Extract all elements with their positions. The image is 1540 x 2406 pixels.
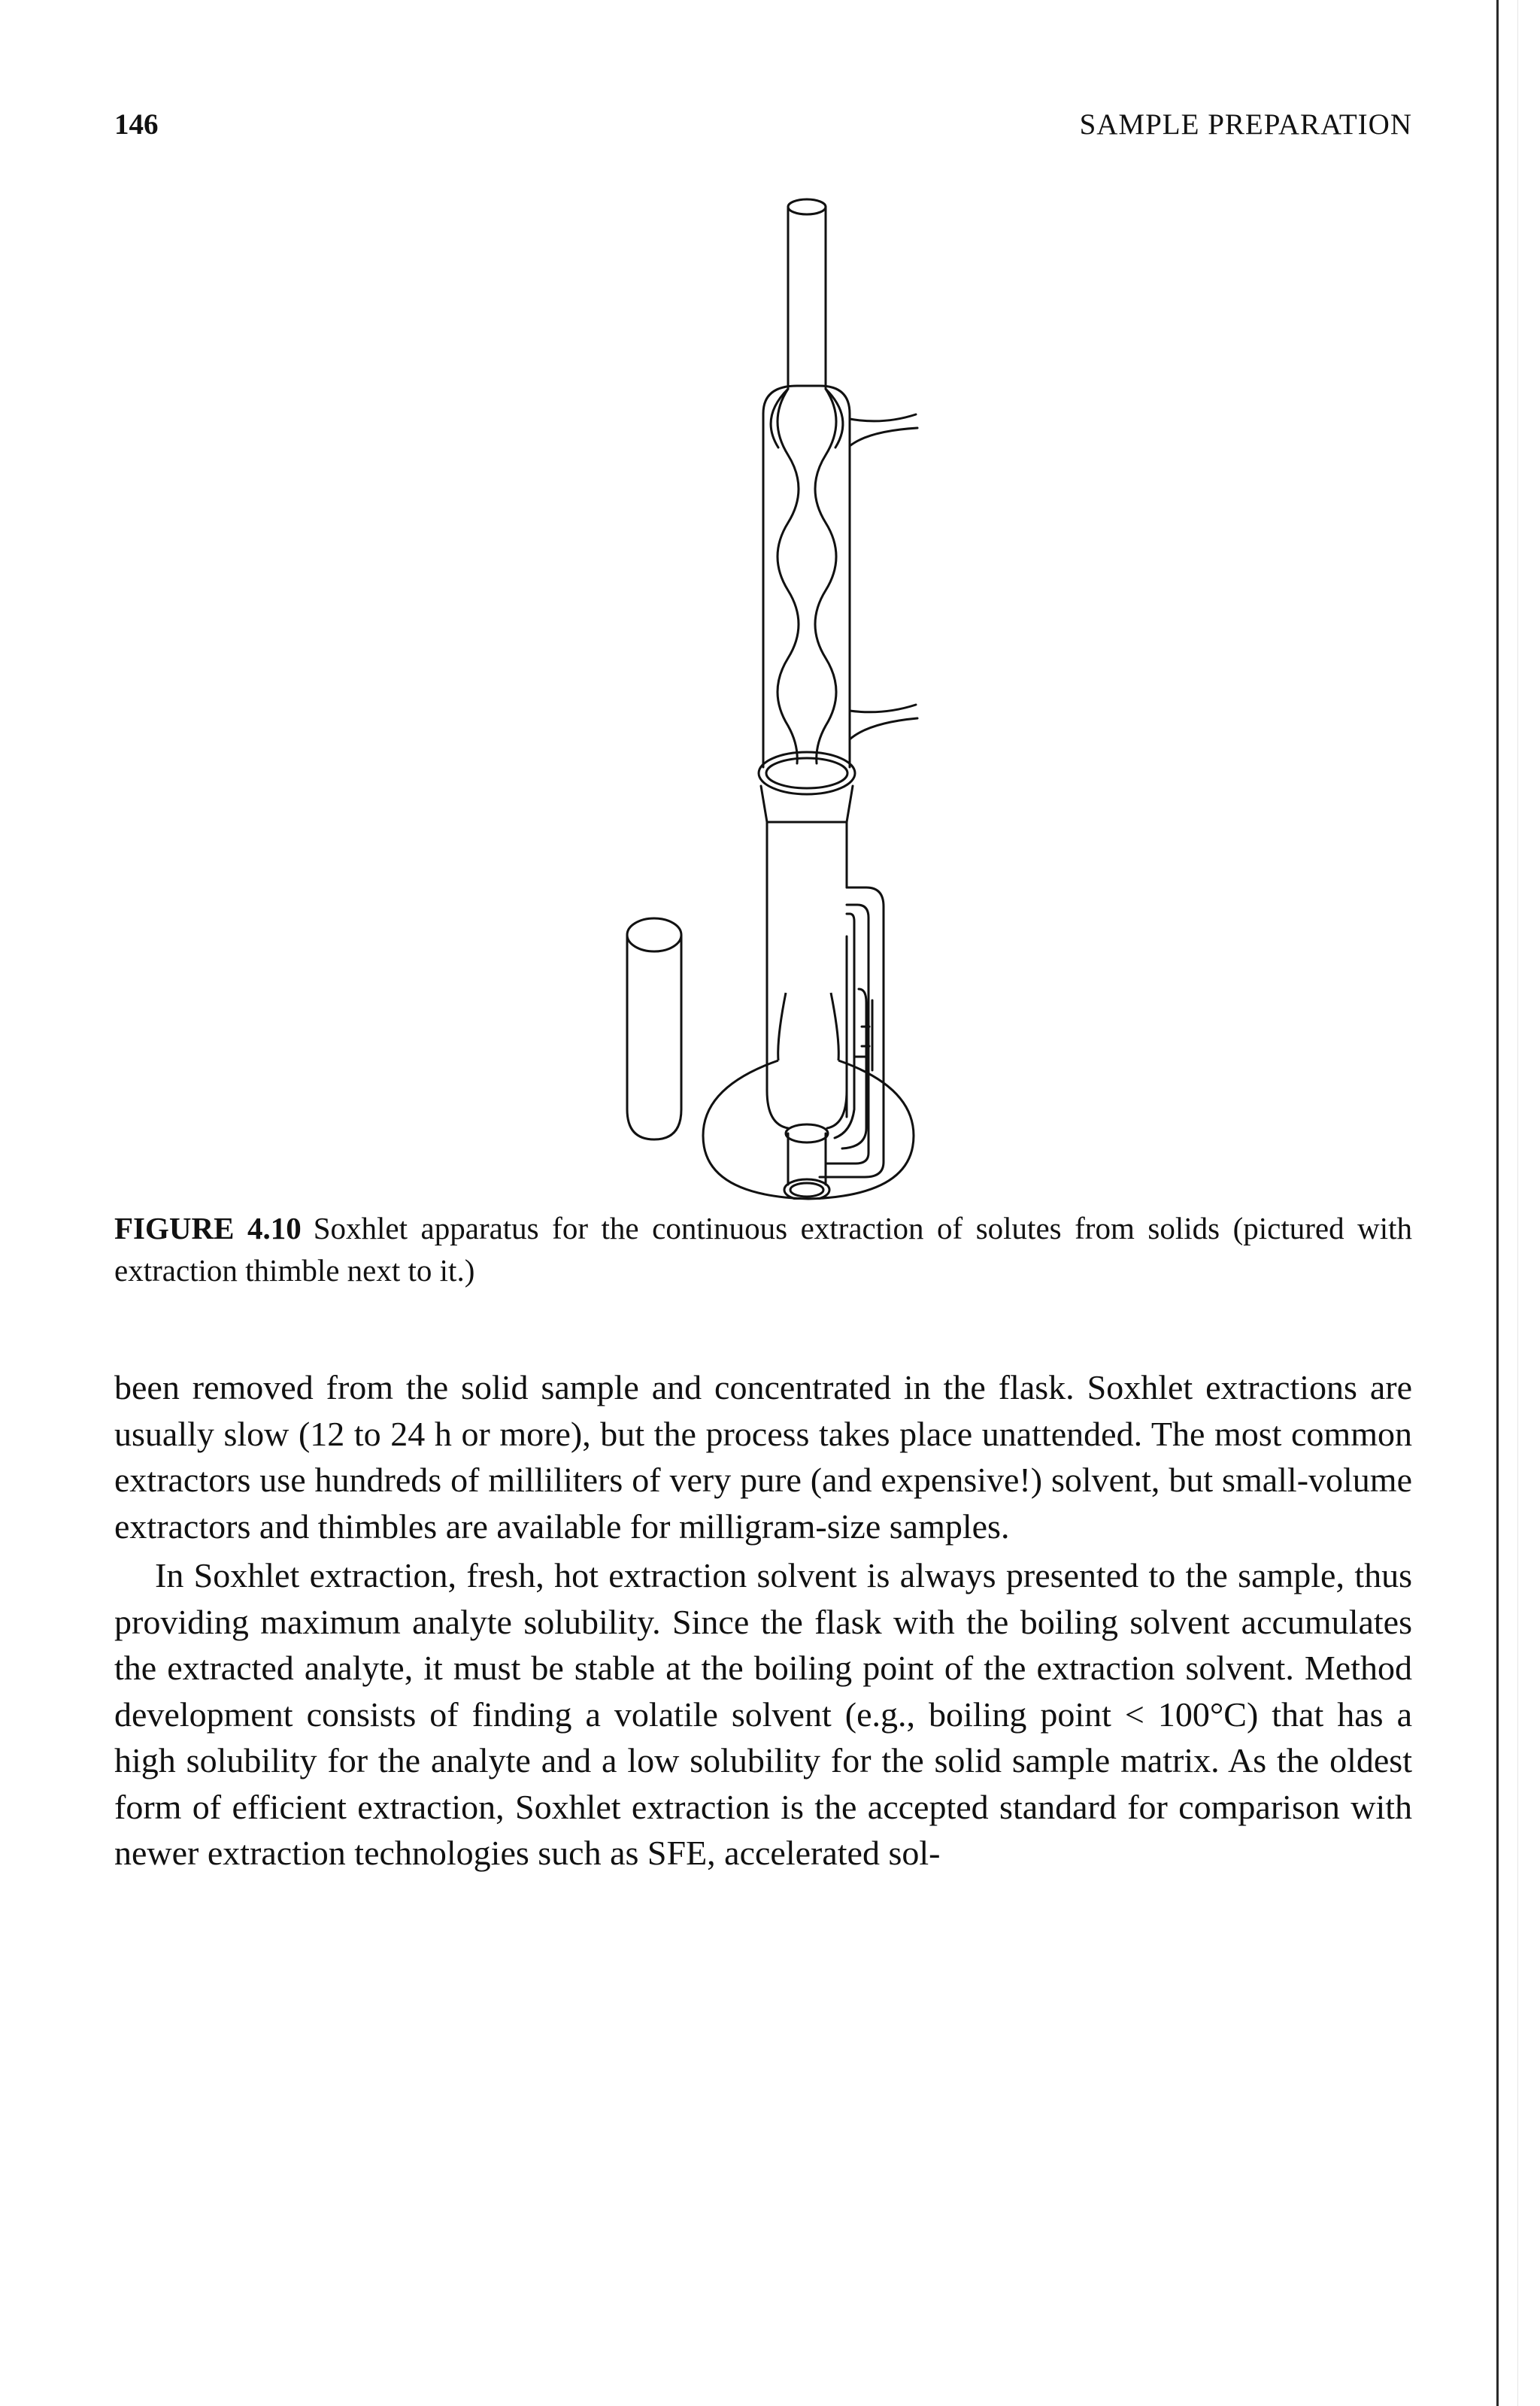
page-number: 146 [114, 108, 159, 141]
condenser-joint [759, 752, 855, 822]
running-head [114, 105, 1412, 144]
figure-caption [114, 1207, 1412, 1291]
paragraph-1: been removed from the solid sample and concentrated in the flask. Soxhlet extractions are usually slow (12 to 24 h or more), but the process takes place unattended. The most common extractors use hundreds of milliliters of very pure (and expensive!) solvent, but small-volume extractors and thimbles are available for milligram-size samples. [114, 1368, 1412, 1546]
figure-label: FIGURE 4.10 [114, 1211, 302, 1245]
flask-neck-left [778, 993, 786, 1060]
condenser-upper-side-arm [850, 414, 917, 446]
body-text [114, 1364, 1412, 1877]
page-edge-shadow [1517, 0, 1518, 2406]
flask-bulb [703, 1060, 914, 1199]
condenser-lower-side-arm [850, 705, 917, 739]
flask-neck-right [831, 993, 838, 1060]
flask [681, 948, 936, 1203]
running-title: SAMPLE PREPARATION [1079, 108, 1412, 141]
paragraph-2: In Soxhlet extraction, fresh, hot extraction solvent is always presented to the sample, thus providing maximum analyte solubility. Since the flask with the boiling solvent accumulates the extracted analyte, it must be stable at the boiling point of the extraction solvent. Method development consists of finding a volatile solvent (e.g., boiling point < 100°C) that has a high solubility for the analyte and a low solubility for the solid sample matrix. As the oldest form of efficient extraction, Soxhlet extraction is the accepted standard for comparison with newer extraction technologies such as SFE, accelerated sol- [114, 1556, 1412, 1872]
condenser-bulbs [771, 389, 843, 763]
condenser-inner-tube [788, 199, 826, 387]
page-edge-line [1496, 0, 1499, 2406]
figure-caption-text: Soxhlet apparatus for the continuous extraction of solutes from solids (pictured with extraction thimble next to it.) [114, 1211, 1412, 1288]
